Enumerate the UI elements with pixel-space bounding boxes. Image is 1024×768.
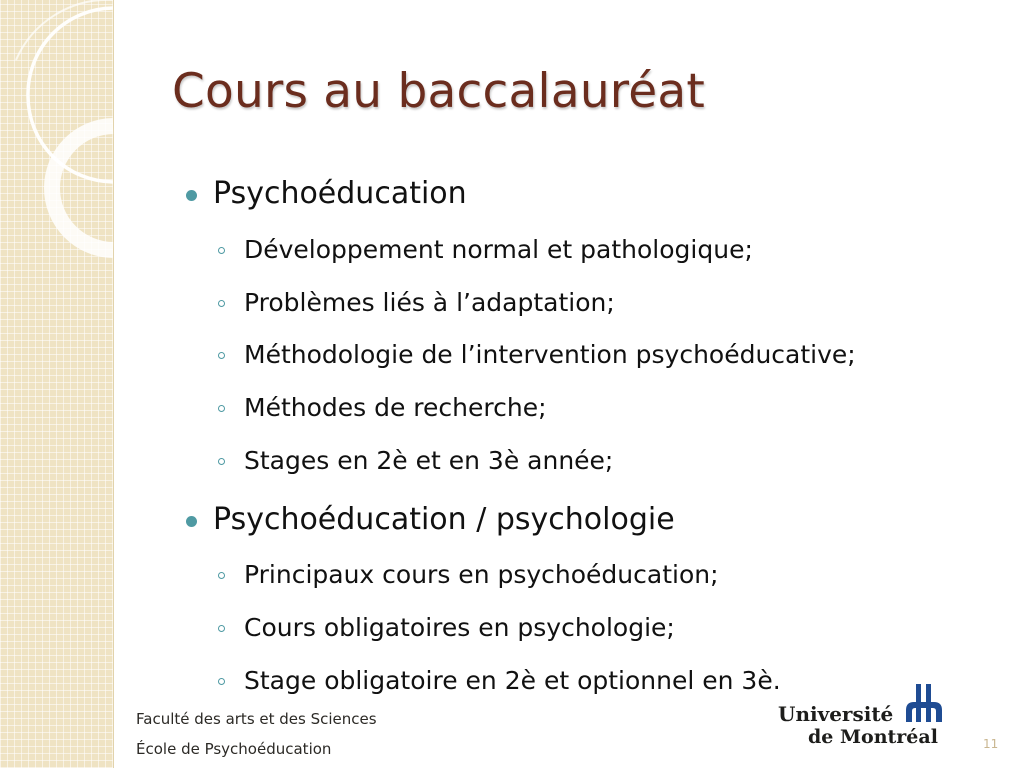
- bullet-text: Cours obligatoires en psychologie;: [244, 613, 675, 642]
- bullet-text: Problèmes liés à l’adaptation;: [244, 288, 615, 317]
- slide-title: Cours au baccalauréat: [172, 64, 706, 119]
- bullet-text: Stage obligatoire en 2è et optionnel en 3è.: [244, 666, 781, 695]
- hollow-bullet-icon: [218, 247, 225, 254]
- bullet-text: Développement normal et pathologique;: [244, 235, 753, 264]
- logo-text-line2: de Montréal: [808, 726, 938, 748]
- hollow-bullet-icon: [218, 458, 225, 465]
- hollow-bullet-icon: [218, 405, 225, 412]
- bullet-text: Méthodes de recherche;: [244, 393, 547, 422]
- bullet-text: Psychoéducation: [213, 176, 467, 211]
- hollow-bullet-icon: [218, 300, 225, 307]
- hollow-bullet-icon: [218, 352, 225, 359]
- footer-school: École de Psychoéducation: [136, 740, 332, 758]
- hollow-bullet-icon: [218, 678, 225, 685]
- bullet-text: Méthodologie de l’intervention psychoéducative;: [244, 340, 856, 369]
- hollow-bullet-icon: [218, 572, 225, 579]
- filled-bullet-icon: [186, 516, 197, 527]
- decorative-rings-icon: [0, 0, 160, 260]
- footer-faculty: Faculté des arts et des Sciences: [136, 710, 377, 728]
- bullet-text: Principaux cours en psychoéducation;: [244, 560, 719, 589]
- university-emblem-icon: [902, 684, 946, 724]
- logo-text-line1: Université: [778, 702, 894, 726]
- page-number: 11: [983, 737, 999, 751]
- university-logo: [776, 684, 952, 750]
- bullet-text: Stages en 2è et en 3è année;: [244, 446, 614, 475]
- filled-bullet-icon: [186, 190, 197, 201]
- bullet-text: Psychoéducation / psychologie: [213, 502, 675, 537]
- hollow-bullet-icon: [218, 625, 225, 632]
